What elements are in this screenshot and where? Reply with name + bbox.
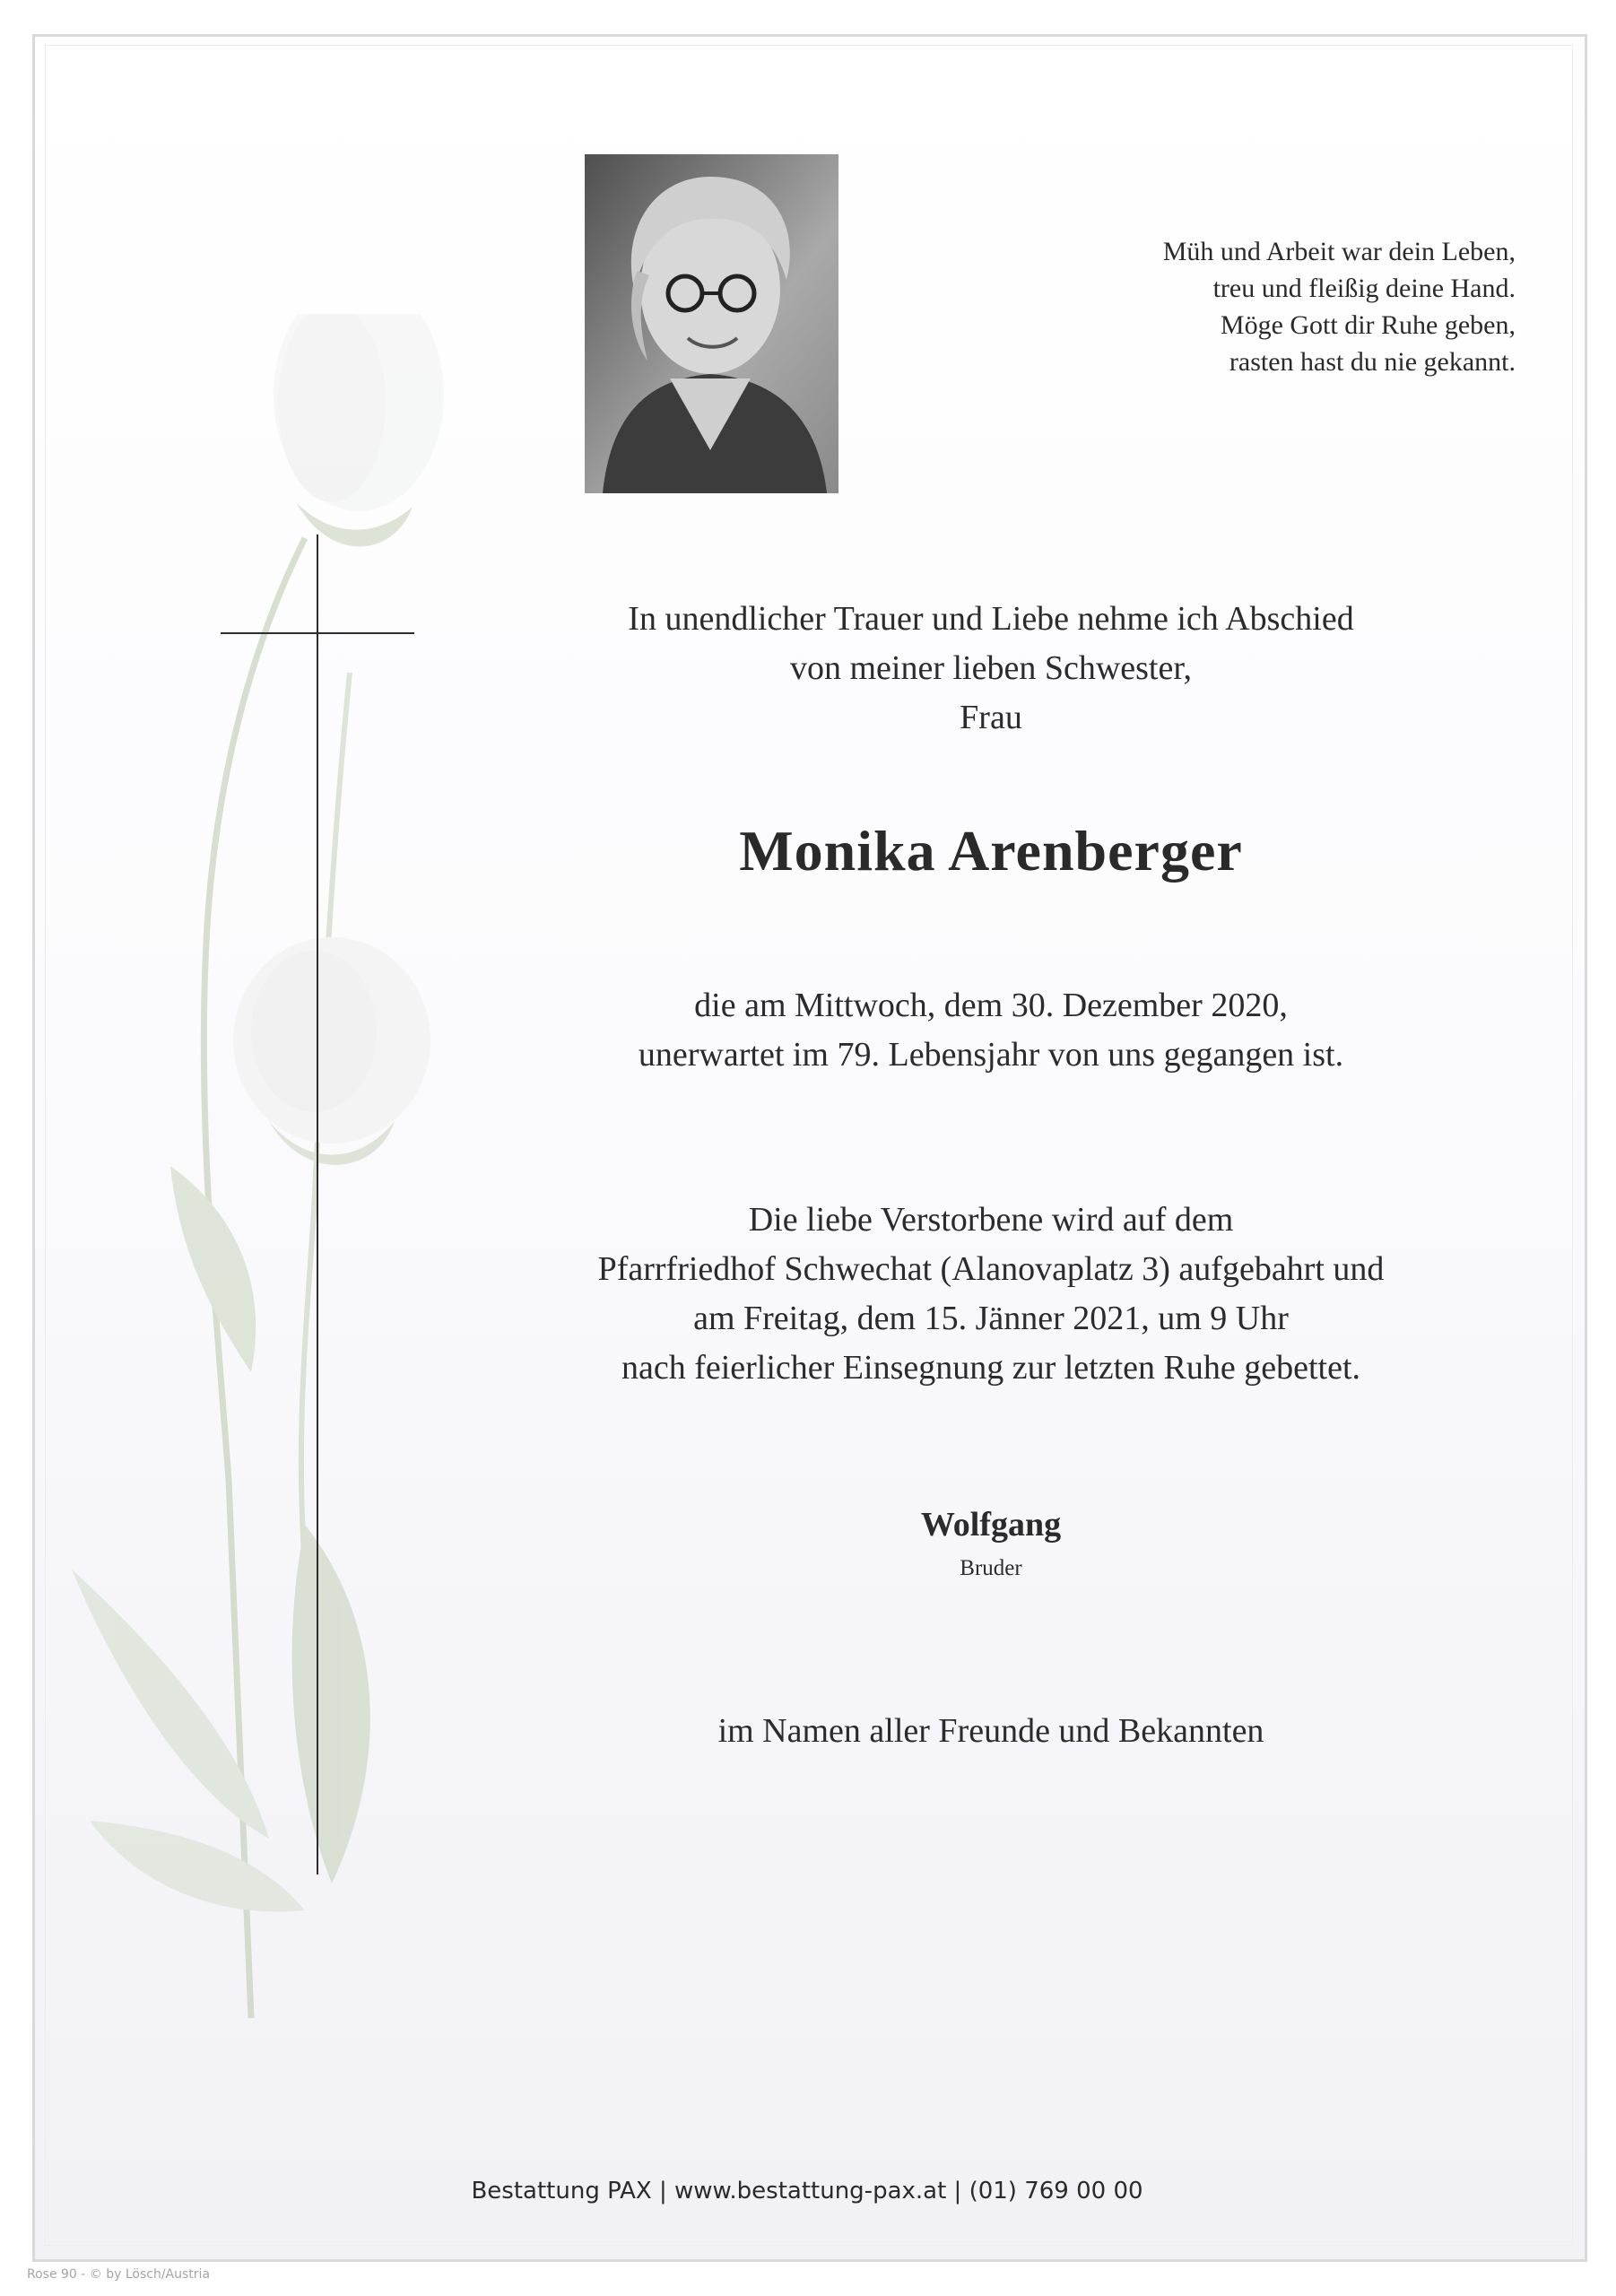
white-roses-illustration	[36, 314, 502, 2251]
intro-line: Frau	[960, 699, 1022, 736]
image-credit: Rose 90 - © by Lösch/Austria	[27, 2267, 211, 2282]
closing-line: im Namen aller Freunde und Bekannten	[717, 1712, 1264, 1750]
death-line: unerwartet im 79. Lebensjahr von uns gegangen ist.	[638, 1036, 1344, 1074]
portrait-photo	[585, 154, 838, 493]
funeral-line: nach feierlicher Einsegnung zur letzten Ruhe gebettet.	[621, 1349, 1361, 1387]
death-line: die am Mittwoch, dem 30. Dezember 2020,	[694, 987, 1288, 1024]
deceased-name: Monika Arenberger	[739, 819, 1243, 883]
funeral-line: Die liebe Verstorbene wird auf dem	[748, 1201, 1234, 1239]
signer-name: Wolfgang	[920, 1506, 1062, 1544]
intro-line: von meiner lieben Schwester,	[789, 649, 1192, 687]
signer-relation: Bruder	[960, 1556, 1022, 1580]
intro-line: In unendlicher Trauer und Liebe nehme ich Abschied	[628, 600, 1354, 638]
death-notice	[466, 981, 1516, 1080]
cross-vertical-bar	[317, 535, 318, 1874]
funeral-line: Pfarrfriedhof Schwechat (Alanovaplatz 3) aufgebahrt und	[597, 1250, 1385, 1288]
verse-line: rasten hast du nie gekannt.	[1229, 347, 1516, 377]
funeral-home-footer: Bestattung PAX | www.bestattung-pax.at | (01) 769 00 00	[471, 2178, 1143, 2205]
funeral-details	[466, 1196, 1516, 1393]
funeral-line: am Freitag, dem 15. Jänner 2021, um 9 Uhr	[693, 1300, 1289, 1337]
verse-line: Müh und Arbeit war dein Leben,	[1162, 237, 1516, 266]
verse-line: treu und fleißig deine Hand.	[1212, 274, 1516, 303]
cross-horizontal-bar	[221, 632, 414, 634]
verse-line: Möge Gott dir Ruhe geben,	[1220, 310, 1516, 340]
memorial-verse	[977, 233, 1516, 380]
farewell-intro	[466, 595, 1516, 743]
